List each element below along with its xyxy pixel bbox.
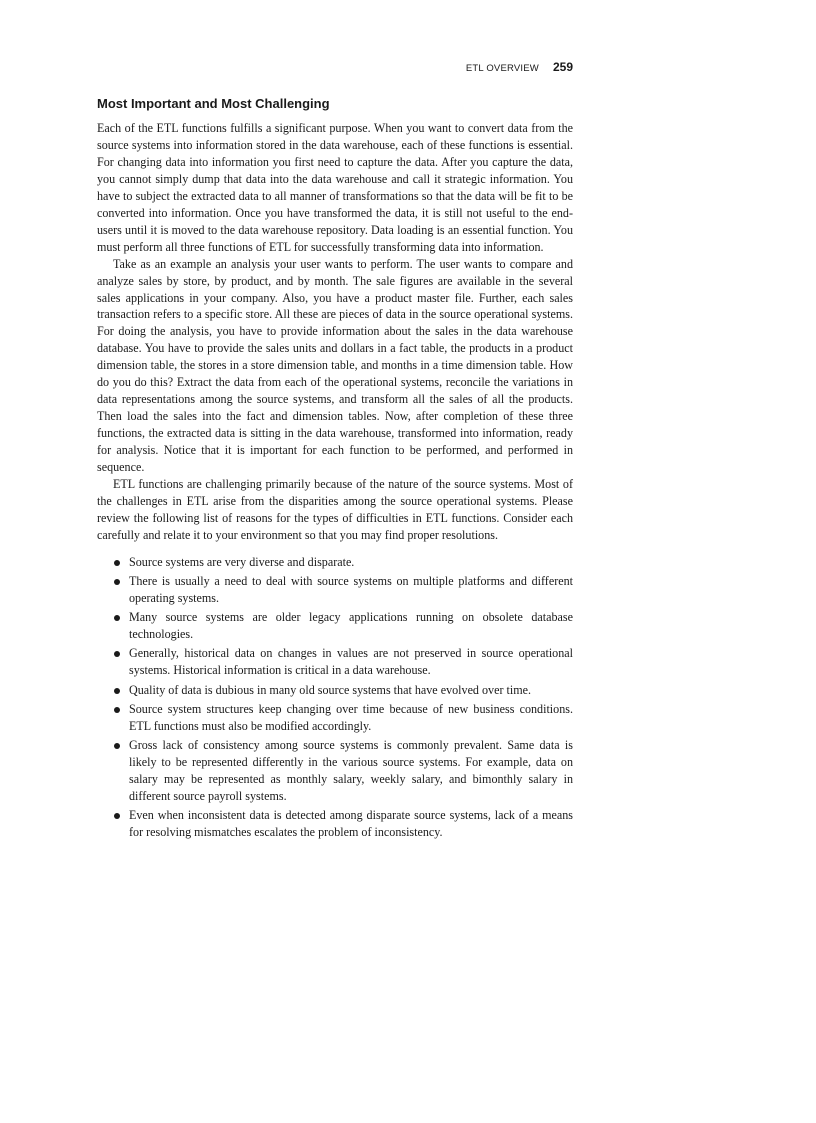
bullet-icon — [114, 560, 120, 566]
bullet-text: Gross lack of consistency among source systems is commonly prevalent. Same data is likely to be represented differently in the various source systems. For example, data on salary may be represented as monthly salary, weekly salary, and bimonthly salary in different source payroll systems. — [129, 738, 573, 803]
bullet-item — [129, 645, 573, 679]
bullet-icon — [114, 615, 120, 621]
bullet-text: Generally, historical data on changes in values are not preserved in source operational systems. Historical information is critical in a data warehouse. — [129, 646, 573, 678]
bullet-text: Even when inconsistent data is detected among disparate source systems, lack of a means for resolving mismatches escalates the problem of inconsistency. — [129, 808, 573, 840]
bullet-text: Many source systems are older legacy applications running on obsolete database technologies. — [129, 610, 573, 642]
bullet-text: There is usually a need to deal with source systems on multiple platforms and different operating systems. — [129, 574, 573, 606]
bullet-item — [129, 573, 573, 607]
bullet-item — [129, 682, 573, 699]
running-title: ETL OVERVIEW — [465, 63, 539, 74]
bullet-icon — [114, 813, 120, 819]
page-number: 259 — [552, 60, 573, 74]
paragraph: Each of the ETL functions fulfills a significant purpose. When you want to convert data from the source systems into information stored in the data warehouse, each of these functions is essential. For changing data into information you first need to capture the data. After you capture the data, you cannot simply dump that data into the data warehouse and call it strategic information. You have to subject the extracted data to all manner of transformations so that the data will be fit to be converted into information. Once you have transformed the data, it is still not useful to the end-users until it is moved to the data warehouse repository. Data loading is an essential function. You must perform all three functions of ETL for successfully transforming data into information. — [97, 121, 573, 254]
bullet-item — [129, 737, 573, 805]
bullet-text: Source system structures keep changing over time because of new business conditions. ETL functions must also be modified accordingly. — [129, 701, 573, 733]
paragraph: Take as an example an analysis your user wants to perform. The user wants to compare and analyze sales by store, by product, and by month. The sale figures are available in the several sales applications in your company. Also, you have a product master file. Further, each sales transaction refers to a specific store. All these are pieces of data in the source operational systems. For doing the analysis, you have to provide information about the sales in the data warehouse database. You have to provide the sales units and dollars in a fact table, the products in a product dimension table, the stores in a store dimension table, and months in a time dimension table. How do you do this? Extract the data from each of the operational systems, reconcile the variations in data representations among the source systems, and transform all the sales of all the products. Then load the sales into the fact and dimension tables. Now, after completion of these three functions, the extracted data is sitting in the data warehouse, transformed into information, ready for analysis. Notice that it is important for each function to be performed, and performed in sequence. — [97, 256, 573, 475]
running-head — [97, 60, 573, 80]
bullet-icon — [114, 743, 120, 749]
bullet-text: Quality of data is dubious in many old source systems that have evolved over time. — [129, 682, 532, 697]
bullet-icon — [114, 579, 120, 585]
bullet-text: Source systems are very diverse and disparate. — [129, 554, 355, 569]
section-heading: Most Important and Most Challenging — [97, 96, 330, 111]
bullet-icon — [114, 651, 120, 657]
bullet-item — [129, 554, 573, 571]
bullet-item — [129, 807, 573, 841]
bullet-list — [97, 554, 573, 841]
bullet-item — [129, 701, 573, 735]
book-page — [97, 60, 573, 843]
paragraph: ETL functions are challenging primarily because of the nature of the source systems. Most of the challenges in ETL arise from the disparities among the source operational systems. Please review the following list of reasons for the types of difficulties in ETL functions. Consider each carefully and relate it to your environment so that you may find proper resolutions. — [97, 477, 573, 542]
section-body — [97, 120, 573, 841]
bullet-icon — [114, 688, 120, 694]
bullet-item — [129, 609, 573, 643]
bullet-icon — [114, 707, 120, 713]
